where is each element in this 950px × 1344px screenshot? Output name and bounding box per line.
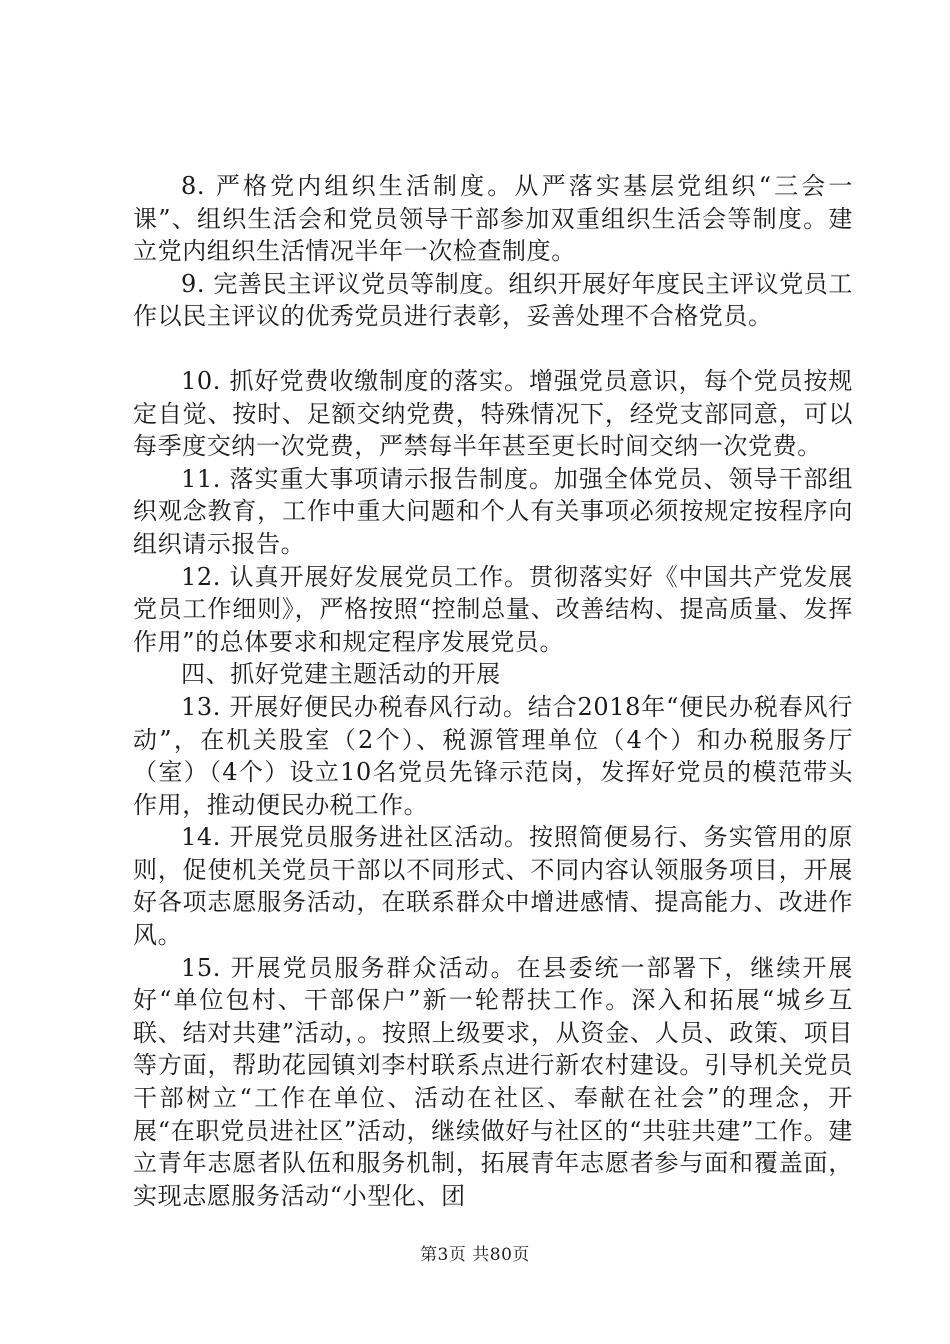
paragraph-14: 14. 开展党员服务进社区活动。按照简便易行、务实管用的原则，促使机关党员干部以不同形式、不同内容认领服务项目，开展好各项志愿服务活动，在联系群众中增进感情、提高能力、改进作风。	[133, 823, 853, 950]
paragraph-10: 10. 抓好党费收缴制度的落实。增强党员意识，每个党员按规定自觉、按时、足额交纳党费，特殊情况下，经党支部同意，可以每季度交纳一次党费，严禁每半年甚至更长时间交纳一次党费。	[133, 366, 853, 461]
paragraph-12: 12. 认真开展好发展党员工作。贯彻落实好《中国共产党发展党员工作细则》，严格按照“控制总量、改善结构、提高质量、发挥作用”的总体要求和规定程序发展党员。	[133, 562, 853, 656]
paragraph-gap	[133, 333, 853, 365]
paragraph-11: 11. 落实重大事项请示报告制度。加强全体党员、领导干部组织观念教育，工作中重大问题和个人有关事项必须按规定按程序向组织请示报告。	[133, 464, 853, 558]
paragraph-9: 9. 完善民主评议党员等制度。组织开展好年度民主评议党员工作以民主评议的优秀党员进行表彰，妥善处理不合格党员。	[133, 269, 853, 331]
paragraph-8: 8. 严格党内组织生活制度。从严落实基层党组织“三会一课”、组织生活会和党员领导干部参加双重组织生活会等制度。建立党内组织生活情况半年一次检查制度。	[133, 172, 853, 266]
page-number-footer: 第3页 共80页	[420, 1245, 530, 1265]
paragraph-15: 15. 开展党员服务群众活动。在县委统一部署下，继续开展好“单位包村、干部保户”新一轮帮扶工作。深入和拓展“城乡互联、结对共建”活动，。按照上级要求，从资金、人员、政策、项目等方面，帮助花园镇刘李村联系点进行新农村建设。引导机关党员干部树立“工作在单位、活动在社区、奉献在社会”的理念，开展“在职党员进社区”活动，继续做好与社区的“共驻共建”工作。建立青年志愿者队伍和服务机制，拓展青年志愿者参与面和覆盖面，实现志愿服务活动“小型化、团	[133, 953, 853, 1210]
paragraph-13: 13. 开展好便民办税春风行动。结合2018年“便民办税春风行动”，在机关股室（2个）、税源管理单位（4个）和办税服务厅（室）（4个）设立10名党员先锋示范岗，发挥好党员的模范带头作用，推动便民办税工作。	[133, 692, 853, 819]
section-heading-4: 四、抓好党建主题活动的开展	[181, 660, 501, 689]
document-body	[133, 170, 853, 1212]
